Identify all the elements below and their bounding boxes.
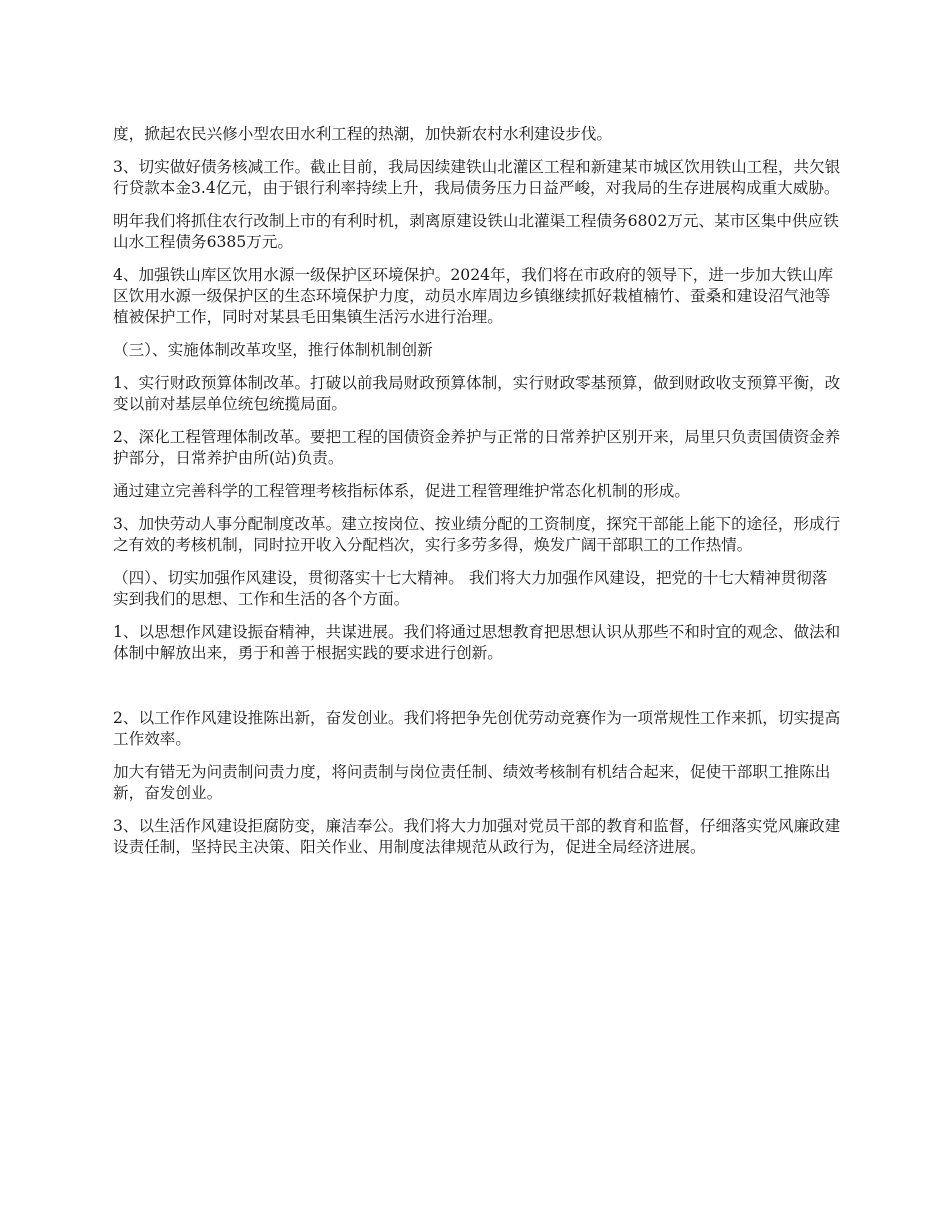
paragraph: 3、加快劳动人事分配制度改革。建立按岗位、按业绩分配的工资制度，探究干部能上能下的途径，形成行之有效的考核机制，同时拉开收入分配档次，实行多劳多得，焕发广阔干部职工的工作热情。 (113, 515, 841, 554)
section-heading: （四）、切实加强作风建设，贯彻落实十七大精神。 我们将大力加强作风建设，把党的十七大精神贯彻落实到我们的思想、工作和生活的各个方面。 (113, 569, 828, 608)
paragraph: 1、实行财政预算体制改革。打破以前我局财政预算体制，实行财政零基预算，做到财政收支预算平衡，改变以前对基层单位统包统揽局面。 (113, 374, 841, 413)
section-heading: （三）、实施体制改革攻坚，推行体制机制创新 (113, 341, 433, 359)
paragraph: 通过建立完善科学的工程管理考核指标体系，促进工程管理维护常态化机制的形成。 (113, 482, 690, 500)
paragraph: 3、以生活作风建设拒腐防变，廉洁奉公。我们将大力加强对党员干部的教育和监督，仔细落实党风廉政建设责任制，坚持民主决策、阳关作业、用制度法律规范从政行为，促进全局经济进展。 (113, 817, 841, 856)
paragraph: 2、以工作作风建设推陈出新，奋发创业。我们将把争先创优劳动竞赛作为一项常规性工作来抓，切实提高工作效率。 (113, 709, 841, 748)
paragraph: 4、加强铁山库区饮用水源一级保护区环境保护。2024年，我们将在市政府的领导下，进一步加大铁山库区饮用水源一级保护区的生态环境保护力度，动员水库周边乡镇继续抓好栽植楠竹、蚕桑和建设沼气池等植被保护工作，同时对某县毛田集镇生活污水进行治理。 (113, 266, 834, 326)
paragraph: 明年我们将抓住农行改制上市的有利时机，剥离原建设铁山北灌渠工程债务6802万元、某市区集中供应铁山水工程债务6385万元。 (113, 212, 839, 251)
paragraph: 加大有错无为问责制问责力度，将问责制与岗位责任制、绩效考核制有机结合起来，促使干部职工推陈出新，奋发创业。 (113, 763, 831, 802)
paragraph: 2、深化工程管理体制改革。要把工程的国债资金养护与正常的日常养护区别开来，局里只负责国债资金养护部分，日常养护由所(站)负责。 (113, 428, 841, 467)
paragraph: 1、以思想作风建设振奋精神，共谋进展。我们将通过思想教育把思想认识从那些不和时宜的观念、做法和体制中解放出来，勇于和善于根据实践的要求进行创新。 (113, 623, 841, 662)
document-body (113, 124, 843, 870)
paragraph: 3、切实做好债务核减工作。截止目前，我局因续建铁山北灌区工程和新建某市城区饮用铁山工程，共欠银行贷款本金3.4亿元，由于银行利率持续上升，我局债务压力日益严峻，对我局的生存进展构成重大威胁。 (113, 158, 841, 197)
paragraph: 度，掀起农民兴修小型农田水利工程的热潮，加快新农村水利建设步伐。 (113, 125, 613, 143)
